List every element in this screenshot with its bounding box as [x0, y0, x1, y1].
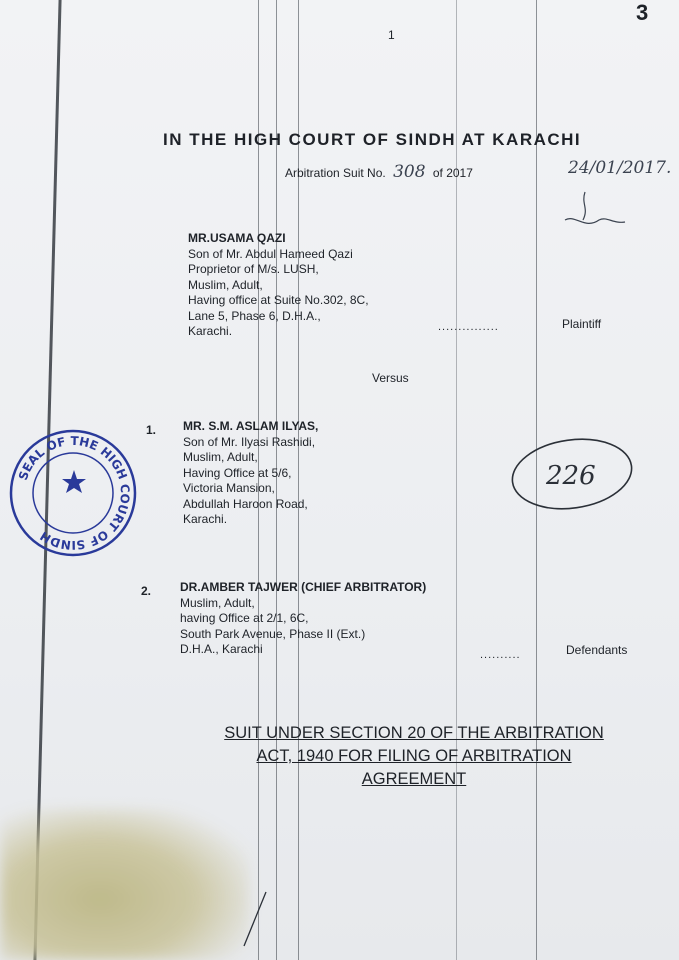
handwritten-date: 24/01/2017. — [568, 158, 672, 178]
court-seal — [8, 428, 138, 558]
circled-number: 226 — [546, 461, 596, 491]
heading-line: AGREEMENT — [361, 770, 467, 788]
defendants-dots: .......... — [480, 649, 521, 661]
defendant-name: DR.AMBER TAJWER (CHIEF ARBITRATOR) — [180, 580, 427, 594]
defendant-number: 1. — [146, 423, 157, 437]
defendant-line: Karachi. — [183, 512, 228, 526]
star-icon — [62, 470, 86, 493]
defendant-name: MR. S.M. ASLAM ILYAS, — [183, 419, 319, 433]
suit-number: 308 — [393, 162, 426, 182]
crescent-icon — [51, 486, 100, 519]
plaintiff-block — [188, 231, 369, 340]
defendant-line: D.H.A., Karachi — [180, 642, 263, 656]
plaintiff-line: Lane 5, Phase 6, D.H.A., — [188, 308, 321, 323]
plaintiff-line: Having office at Suite No.302, 8C, — [188, 293, 369, 307]
circled-annotation — [508, 434, 638, 514]
defendant-line: Muslim, Adult, — [183, 450, 258, 464]
plaintiff-line: Son of Mr. Abdul Hameed Qazi — [188, 246, 353, 261]
plaintiff-dots: ............... — [438, 321, 499, 333]
heading-line: ACT, 1940 FOR FILING OF ARBITRATION — [256, 747, 572, 765]
heading-line: SUIT UNDER SECTION 20 OF THE ARBITRATION — [224, 724, 604, 742]
suit-year: of 2017 — [432, 166, 473, 180]
defendant-1-block — [183, 419, 318, 528]
suit-label: Arbitration Suit No. — [285, 166, 386, 180]
defendant-number: 2. — [141, 584, 152, 598]
pen-mark — [236, 890, 276, 950]
plaintiff-name: MR.USAMA QAZI — [188, 231, 286, 245]
page-number: 1 — [388, 28, 395, 42]
signature-scribble — [555, 190, 635, 240]
defendants-role: Defendants — [566, 643, 628, 657]
plaintiff-role: Plaintiff — [562, 317, 602, 331]
defendant-line: Abdullah Haroon Road, — [183, 496, 308, 511]
suit-number-row — [285, 162, 473, 182]
suit-heading — [184, 722, 644, 791]
plaintiff-line: Proprietor of M/s. LUSH, — [188, 262, 319, 276]
defendant-line: South Park Avenue, Phase II (Ext.) — [180, 626, 366, 641]
defendant-line: having Office at 2/1, 6C, — [180, 611, 309, 625]
defendant-line: Having Office at 5/6, — [183, 465, 292, 480]
plaintiff-line: Karachi. — [188, 324, 233, 338]
seal-text: SEAL OF THE HIGH COURT OF SINDH — [15, 433, 133, 553]
versus-label: Versus — [372, 371, 409, 385]
corner-page-number: 3 — [636, 0, 649, 25]
defendant-line: Muslim, Adult, — [180, 595, 255, 610]
defendant-line: Victoria Mansion, — [183, 481, 275, 495]
plaintiff-line: Muslim, Adult, — [188, 277, 263, 292]
court-title: IN THE HIGH COURT OF SINDH AT KARACHI — [163, 130, 582, 149]
defendant-line: Son of Mr. Ilyasi Rashidi, — [183, 434, 316, 449]
paper-stain — [0, 808, 250, 960]
defendant-2-block — [180, 580, 426, 658]
